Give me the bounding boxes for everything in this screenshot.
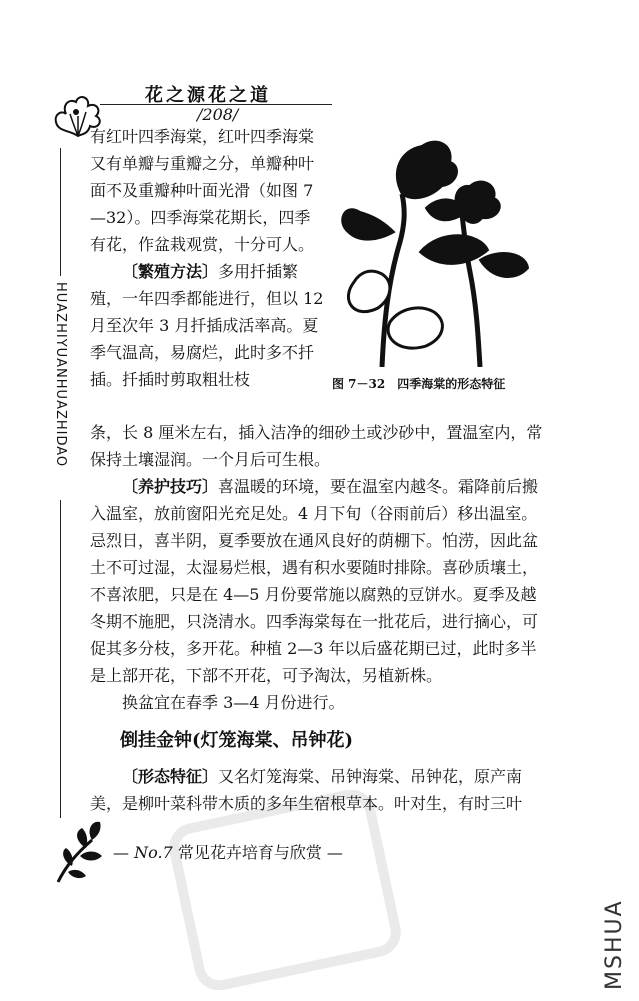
footer-chapter: — No.7 常见花卉培育与欣赏 —	[113, 843, 343, 862]
chapter-title: 常见花卉培育与欣赏	[177, 843, 322, 862]
intro-paragraph: 有红叶四季海棠，红叶四季海棠又有单瓣与重瓣之分，单瓣种叶面不及重瓣种叶面光滑（如图 7—32）。四季海棠花期长，四季有花，作盆栽观赏，十分可人。	[90, 127, 315, 254]
morphology-text: 又名灯笼海棠、吊钟海棠、吊钟花，原产南美，是柳叶菜科带木质的多年生宿根草本。叶对生，有时三叶	[90, 767, 523, 813]
full-width-text	[90, 419, 552, 716]
chapter-number: No.7	[134, 843, 173, 862]
spine-rule-bottom	[60, 500, 61, 818]
begonia-illustration	[330, 132, 535, 367]
column-text	[90, 123, 326, 393]
care-paragraph	[90, 473, 552, 689]
care-text: 喜温暖的环境，要在温室内越冬。霜降前后搬入温室，放前窗阳光充足处。4 月下旬（谷雨前后）移出温室。忌烈日，喜半阴，夏季要放在通风良好的荫棚下。怕涝，因此盆土不可过湿，太湿易烂根，遇有积水要随时排除。喜砂质壤土，不喜浓肥，只是在 4—5 月份要常施以腐熟的豆饼水。夏季及越冬期不施肥，只浇清水。四季海棠每在一批花后，进行摘心，可促其多分枝，多开花。种植 2—3 年以后盛花期已过，此时多半是上部开花，下部不开花，可予淘汰，另植新株。	[90, 477, 539, 685]
figure-caption: 图 7－32 四季海棠的形态特征	[332, 377, 506, 391]
spine-text: HUAZHIYUANHUAZHIDAO	[53, 282, 68, 468]
library-stamp-watermark	[165, 790, 405, 990]
leaf-ornament-icon	[52, 816, 112, 886]
section-heading: 倒挂金钟(灯笼海棠、吊钟花)	[120, 730, 354, 751]
running-title: 花之源花之道	[145, 85, 271, 106]
care-label: 〔养护技巧〕	[122, 477, 219, 496]
propagation-text-continued: 条，长 8 厘米左右，插入洁净的细砂土或沙砂中，置温室内，常保持土壤湿润。一个月后可生根。	[90, 423, 543, 469]
page-number: /208/	[197, 105, 239, 124]
watermark-text: MSHUA	[602, 899, 627, 990]
propagation-label: 〔繁殖方法〕	[122, 262, 219, 281]
spine-rule-top	[60, 148, 61, 276]
propagation-paragraph-start	[90, 258, 326, 393]
propagation-text-column: 多用扦插繁殖，一年四季都能进行，但以 12 月至次年 3 月扦插成活率高。夏季气温高，易腐烂，此时多不扦插。扦插时剪取粗壮枝	[90, 262, 324, 389]
morphology-label: 〔形态特征〕	[122, 767, 219, 786]
repot-paragraph: 换盆宜在春季 3—4 月份进行。	[122, 693, 345, 712]
